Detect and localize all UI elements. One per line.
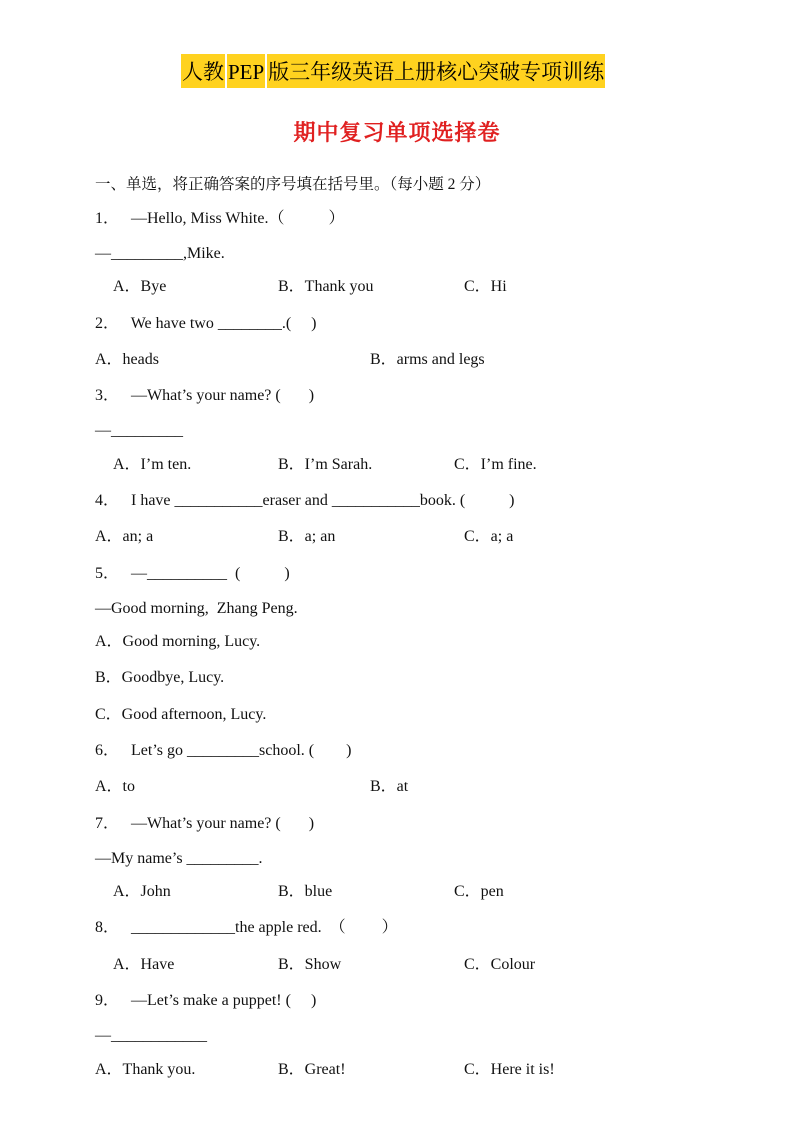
- question-4-stem: 4． I have ___________eraser and ___________book. ( ): [95, 492, 515, 509]
- question-1-stem: 1． —Hello, Miss White.（ ）: [95, 210, 345, 227]
- question-7-option-a: A．John: [113, 883, 171, 900]
- banner-segment-3: 版三年级英语上册核心突破专项训练: [267, 54, 605, 88]
- question-4-option-a: A．an; a: [95, 528, 154, 545]
- question-3-option-c: C．I’m fine.: [454, 456, 537, 473]
- question-7-option-c: C．pen: [454, 883, 504, 900]
- question-9-option-b: B．Great!: [278, 1061, 346, 1078]
- question-3-option-b: B．I’m Sarah.: [278, 456, 373, 473]
- question-3-option-a: A．I’m ten.: [113, 456, 192, 473]
- question-9-stem: 9． —Let’s make a puppet! ( ): [95, 992, 317, 1009]
- question-5-reply: —Good morning, Zhang Peng.: [95, 600, 298, 617]
- question-7-stem: 7． —What’s your name? ( ): [95, 815, 315, 832]
- question-1-reply: —_________,Mike.: [95, 245, 225, 262]
- title-banner: [181, 54, 605, 88]
- question-1-option-a: A．Bye: [113, 278, 167, 295]
- question-2-stem: 2． We have two ________.( ): [95, 315, 317, 332]
- question-1-option-c: C．Hi: [464, 278, 507, 295]
- question-2-option-b: B．arms and legs: [370, 351, 485, 368]
- question-3-reply: —_________: [95, 422, 183, 439]
- question-6-stem: 6． Let’s go _________school. ( ): [95, 742, 352, 759]
- question-8-option-b: B．Show: [278, 956, 342, 973]
- question-5-option-c: C．Good afternoon, Lucy.: [95, 706, 267, 723]
- question-7-reply: —My name’s _________.: [95, 850, 263, 867]
- question-6-option-b: B．at: [370, 778, 409, 795]
- question-7-option-b: B．blue: [278, 883, 333, 900]
- banner-segment-2: PEP: [227, 54, 265, 88]
- question-5-option-b: B．Goodbye, Lucy.: [95, 669, 225, 686]
- question-8-option-c: C．Colour: [464, 956, 536, 973]
- question-6-option-a: A．to: [95, 778, 136, 795]
- question-9-option-c: C．Here it is!: [464, 1061, 555, 1078]
- question-5-option-a: A．Good morning, Lucy.: [95, 633, 261, 650]
- page-subtitle: 期中复习单项选择卷: [293, 121, 501, 146]
- banner-segment-1: 人教: [181, 54, 225, 88]
- question-2-option-a: A．heads: [95, 351, 159, 368]
- section-instruction: 一、单选，将正确答案的序号填在括号里。（每小题 2 分）: [95, 176, 491, 193]
- question-8-stem: 8． _____________the apple red. （ ）: [95, 919, 398, 936]
- question-4-option-b: B．a; an: [278, 528, 336, 545]
- question-9-option-a: A．Thank you.: [95, 1061, 196, 1078]
- question-3-stem: 3． —What’s your name? ( ): [95, 387, 315, 404]
- question-9-reply: —____________: [95, 1027, 207, 1044]
- question-8-option-a: A．Have: [113, 956, 175, 973]
- question-1-option-b: B．Thank you: [278, 278, 374, 295]
- question-5-stem: 5． —__________ ( ): [95, 565, 290, 582]
- question-4-option-c: C．a; a: [464, 528, 514, 545]
